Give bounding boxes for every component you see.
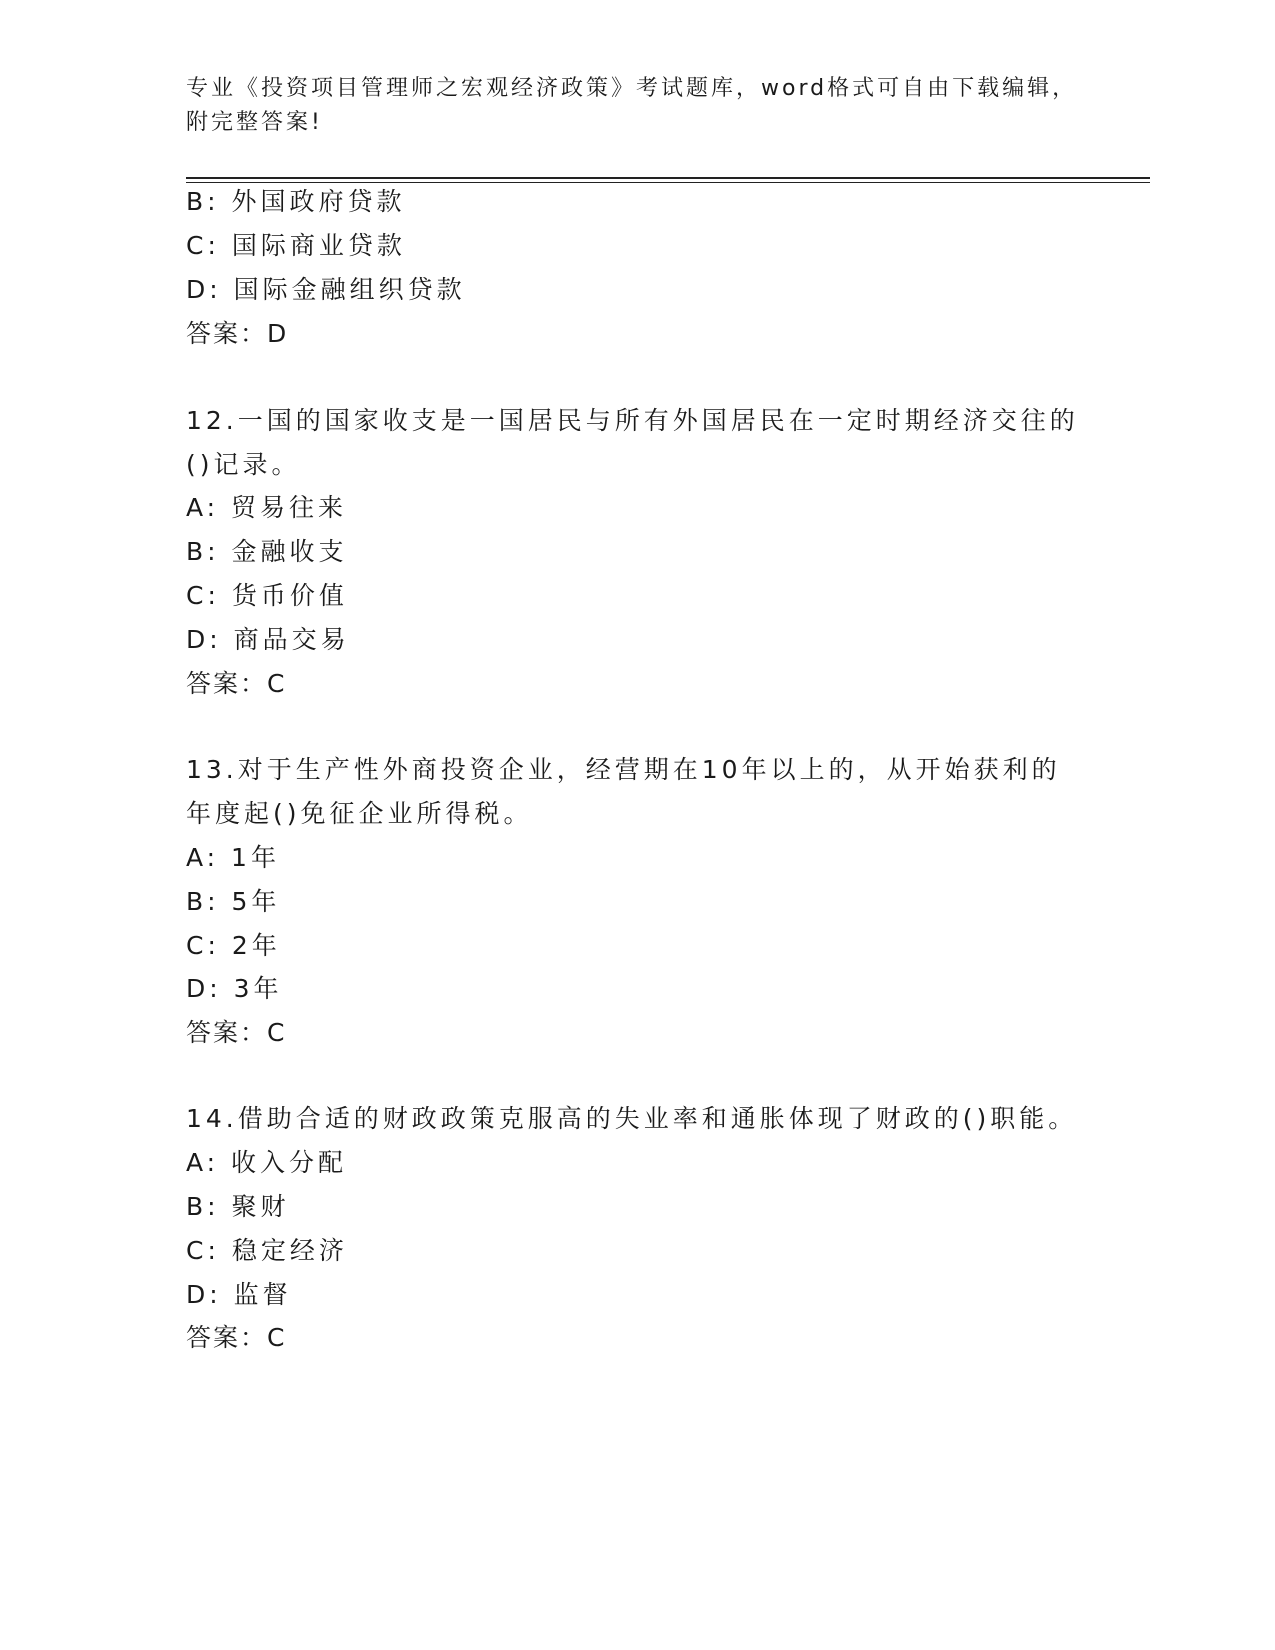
q12-option-a: A: 贸易往来 bbox=[186, 493, 348, 522]
q14-option-d: D: 监督 bbox=[186, 1280, 292, 1309]
q11-answer: 答案：D bbox=[186, 319, 289, 348]
q12-option-d: D: 商品交易 bbox=[186, 625, 350, 654]
q14-answer: 答案：C bbox=[186, 1323, 287, 1352]
q13-option-b: B: 5年 bbox=[186, 887, 281, 916]
q13-option-c: C: 2年 bbox=[186, 931, 281, 960]
q14-stem-line-1: 14.借助合适的财政政策克服高的失业率和通胀体现了财政的()职能。 bbox=[186, 1104, 1078, 1133]
q13-stem-line-1: 13.对于生产性外商投资企业，经营期在10年以上的，从开始获利的 bbox=[186, 755, 1061, 784]
q12-answer: 答案：C bbox=[186, 669, 287, 698]
q14-option-a: A: 收入分配 bbox=[186, 1148, 348, 1177]
q11-option-d: D: 国际金融组织贷款 bbox=[186, 275, 466, 304]
q14-option-b: B: 聚财 bbox=[186, 1192, 290, 1221]
q14-option-c: C: 稳定经济 bbox=[186, 1236, 348, 1265]
q12-stem-line-2: ()记录。 bbox=[186, 450, 301, 479]
q11-option-c: C: 国际商业贷款 bbox=[186, 231, 406, 260]
document-header bbox=[186, 72, 1086, 140]
q11-option-b: B: 外国政府贷款 bbox=[186, 187, 406, 216]
header-line-1: 专业《投资项目管理师之宏观经济政策》考试题库，word格式可自由下载编辑， bbox=[186, 76, 1078, 101]
q13-option-d: D: 3年 bbox=[186, 974, 283, 1003]
header-line-2: 附完整答案! bbox=[186, 110, 323, 135]
q13-stem-line-2: 年度起()免征企业所得税。 bbox=[186, 799, 533, 828]
header-rule-thin bbox=[186, 182, 1150, 183]
q12-option-c: C: 货币价值 bbox=[186, 581, 348, 610]
q13-answer: 答案：C bbox=[186, 1018, 287, 1047]
q13-option-a: A: 1年 bbox=[186, 843, 280, 872]
q12-stem-line-1: 12.一国的国家收支是一国居民与所有外国居民在一定时期经济交往的 bbox=[186, 406, 1079, 435]
header-rule-thick bbox=[186, 177, 1150, 179]
q12-option-b: B: 金融收支 bbox=[186, 537, 348, 566]
